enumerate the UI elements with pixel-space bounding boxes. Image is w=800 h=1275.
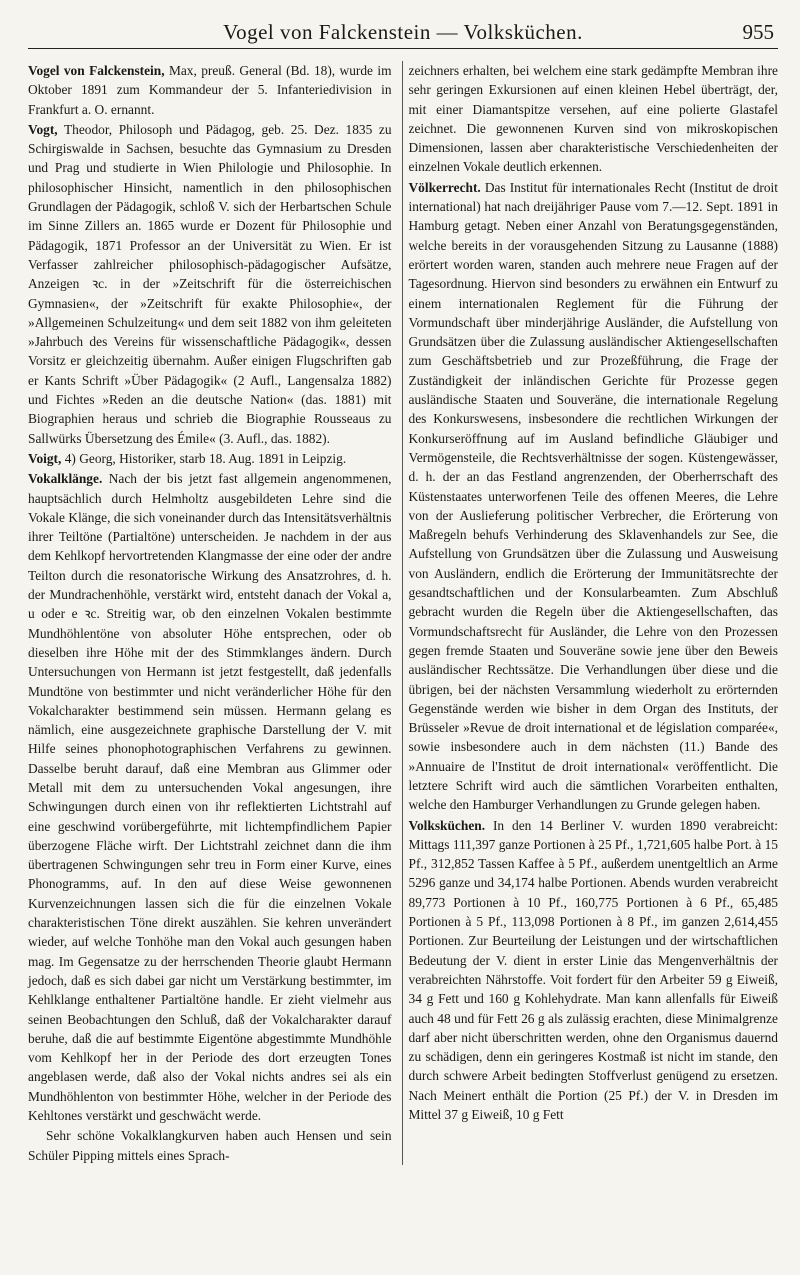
entry-text: 4) Georg, Historiker, starb 18. Aug. 1891 in Leipzig.: [61, 450, 347, 466]
entry-text: In den 14 Berliner V. wurden 1890 verabreicht: Mittags 111,397 ganze Portionen à 25 Pf., 1,721,605 halbe Port. à 15 Pf., 312,852 Tassen Kaffee à 5 Pf., außerdem unentgeltlich an Arme 5296 ganze und 34,174 halbe Portionen. Abends wurden verabreicht 89,773 Portionen à 10 Pf., 160,775 Portionen à 6 Pf., 65,485 Portionen à 5 Pf., 113,098 Portionen à 8 Pf., im ganzen 2,614,455 Portionen. Zur Beurteilung der Leistungen und der wirtschaftlichen Bedeutung der V. dient in erster Linie das Mengenverhältnis der verabreichten Nährstoffe. Voit fordert für den Arbeiter 59 g Eiweiß, 34 g Fett und 160 g Kohlehydrate. Man kann allenfalls für Eiweiß auch 48 und für Fett 26 g als zulässig erachten, diese Minimalgrenze darf aber nicht überschritten werden, ohne den Organismus dauernd zu schädigen, denn ein geringeres Kostmaß ist nicht im stande, den durch schwere Arbeit bedingten Stoffverlust genügend zu ersetzen. Nach Meinert enthält die Portion (25 Pf.) der V. in Dresden im Mittel 37 g Eiweiß, 10 g Fett: [408, 817, 778, 1123]
page-number: 955: [742, 20, 774, 44]
entry-lemma: Vogel von Falckenstein,: [28, 63, 165, 78]
entry-voigt: [28, 449, 392, 468]
entry-vokalklaenge: [28, 469, 392, 1125]
entry-lemma: Vogt,: [28, 121, 58, 137]
entry-continuation-paragraph: [28, 1126, 392, 1165]
entry-text: Theodor, Philosoph und Pädagog, geb. 25. Dez. 1835 zu Schirgiswalde in Sachsen, besuchte das Gymnasium zu Dresden und Prag und studierte in Wien Philologie und Philosophie. In philosophischer Hinsicht, namentlich in den philosophischen Grundlagen der Pädagogik, schloß V. sich der Herbartschen Schule im Sinne Zillers an. 1865 wurde er Dozent für Philosophie und Pädagogik, 1871 Professor an der Universität zu Wien. Er ist Verfasser zahlreicher philosophisch-pädagogischer Aufsätze, Anzeigen ꝛc. in der »Zeitschrift für die österreichischen Gymnasien«, der »Zeitschrift für exakte Philosophie«, der »Allgemeinen Schulzeitung« und dem seit 1882 von ihm geleiteten »Jahrbuch des Vereins für wissenschaftliche Pädagogik«, dessen Vorsitz er gleichzeitig übernahm. Außer einigen Flugschriften gab er Kants Schrift »Über Pädagogik« (2 Aufl., Langensalza 1882) und Fichtes »Reden an die deutsche Nation« (das. 1881) mit Biographien heraus und schrieb die Biographie Rousseaus zu Sallwürks Übersetzung des Émile« (3. Aufl., das. 1882).: [28, 121, 392, 446]
entry-text: zeichners erhalten, bei welchem eine stark gedämpfte Membran ihre sehr geringen Exkursionen auf einen kleinen Hebel überträgt, der, mit einer Diamantspitze versehen, auf eine polierte Glastafel zeichnet. Die gewonnenen Kurven sind von mikroskopischen Dimensionen, lassen aber charakteristische Verschiedenheiten der einzelnen Vokale deutlich erkennen.: [408, 63, 778, 175]
entry-text: Das Institut für internationales Recht (Institut de droit international) hat nach dreijähriger Pause vom 7.—12. Sept. 1891 in Hamburg getagt. Neben einer Anzahl von Beratungsgegenständen, welche bereits in der vorausgehenden Sitzung zu Lausanne (1888) erörtert worden waren, standen auch mehrere neue Fragen auf der Tagesordnung. Hiervon sind besonders zu erwähnen ein Entwurf zu einem internationalen Reglement für die Führung der Vormundschaft über minderjährige Ausländer, die Aufstellung von Grundsätzen über die Zulassung ausländischer Aktiengesellschaften zum Geschäftsbetrieb und zur Prozeßführung, die Frage der Zuständigkeit der inländischen Gerichte für Prozesse gegen ausländische Staaten und Souveräne, die internationale Regelung des Konkurswesens, insbesondere die rechtlichen Wirkungen der Konkurseröffnung auf im Ausland befindliche Gläubiger und Vermögensteile, die Rechtsverhältnisse der sogen. Küstengewässer, d. h. der an das Festland angrenzenden, der Oberherrschaft des Küstenstaates unterworfenen Teile des offenen Meeres, die Lehre von der Auslieferung politischer Verbrecher, die Erörterung von Maßregeln behufs Verhinderung des Sklavenhandels zur See, die Aufstellung von Grundsätzen über die Zulassung und Ausweisung von Ausländern, endlich die Erörterung der Immunitätsrechte der gesandtschaftlichen und der Konsularbeamten. Zum Abschluß gebracht wurden die Regeln über die Aktiengesellschaften, das Vormundschaftsrecht für Ausländer, die Lehre von den Prozessen gegen fremde Staaten und Souveräne sowie jene über den Beweis ausländischer Rechtssätze. Die Verhandlungen über diese und die übrigen, bei der nächsten Versammlung wiederholt zu erörternden Gegenstände werden wie bisher in dem Organ des Instituts, der Brüsseler »Revue de droit international et de législation comparée«, sowie insbesondere auch in dem nächsten (11.) Bande des »Annuaire de l'Institut de droit international« veröffentlicht. Die letztere Schrift wird auch die sämtlichen Vorarbeiten enthalten, welche den Hamburger Verhandlungen zu Grunde gelegen haben.: [408, 179, 778, 813]
right-column: [403, 61, 778, 1165]
entry-vogt: [28, 120, 392, 448]
entry-text: Max, preuß. General (Bd. 18), wurde im Oktober 1891 zum Kommandeur der 5. Infanteriedivision in Frankfurt a. O. ernannt.: [28, 63, 392, 117]
entry-text: Nach der bis jetzt fast allgemein angenommenen, hauptsächlich durch Helmholtz ausgebildeten Lehre sind die Vokale Klänge, die sich voneinander durch das Intensitätsverhältnis ihrer Teiltöne (Partialtöne) unterscheiden. Je nachdem in der aus dem Kehlkopf hervortretenden Klangmasse der eine oder der andre Teilton durch die resonatorische Wirkung des Ansatzrohres, d. h. der Mundrachenhöhle, verstärkt wird, entsteht danach der Vokal a, u oder e ꝛc. Streitig war, ob den einzelnen Vokalen bestimmte Mundhöhlentöne von absoluter Höhe entsprechen, oder ob dieselben ihre Höhe mit der des Stimmklanges ändern. Durch Untersuchungen von Hermann ist jetzt festgestellt, daß jedenfalls Mundtöne von bestimmter und nicht veränderlicher Höhe für den Vokalcharakter bestimmend sein müssen. Hermann gelang es nämlich, eine ausgezeichnete graphische Darstellung der V. mit Hilfe seines phonophotographischen Verfahrens zu gewinnen. Dasselbe beruht darauf, daß eine Membran aus Glimmer oder Metall mit dem zu untersuchenden Vokal angesungen, ihre Schwingungen durch einen von ihr reflektierten Lichtstrahl auf eine geschwind vorübergeführte, mit lichtempfindlichem Papier überzogene Fläche wirft. Der Lichtstrahl zeichnet dann die ihm übertragenen Schwingungen sehr treu in Form einer Kurve, eines Phonogramms, auf. In den auf diese Weise gewonnenen Kurvenzeichnungen lassen sich die für die einzelnen Vokale charakteristischen Töne direkt auszählen. Sie kehren unverändert wieder, auf welche Tonhöhe man den Vokal auch gesungen haben mag. Im Gegensatze zu der herrschenden Theorie glaubt Hermann jedoch, daß es sich dabei gar nicht um Verstärkung bestimmter, im Kehlklange enthaltener Partialtöne handle. Er zieht vielmehr aus seinen Beobachtungen den Schluß, daß der Vokalcharakter darauf beruhe, daß die auf bestimmte Eigentöne abgestimmte Mundhöhle vom Kehlkopf her in der Periode des dort erzeugten Tones angeblasen werde, daß also der Vokal nichts andres sei als ein Mundhöhlenton von bestimmter Höhe, welcher in der Periode des Kehltones verstärkt und geschwächt werde.: [28, 471, 392, 1124]
entry-lemma: Völkerrecht.: [408, 179, 481, 195]
entry-voelkerrecht: [409, 178, 778, 815]
entry-lemma: Volksküchen.: [408, 817, 486, 833]
entry-lemma: Vokalklänge.: [28, 471, 103, 487]
entry-vogel-von-falckenstein: [28, 61, 392, 119]
running-head: Vogel von Falckenstein — Volksküchen.: [223, 20, 583, 44]
left-column: [28, 61, 403, 1165]
entry-text: Sehr schöne Vokalklangkurven haben auch Hensen und sein Schüler Pipping mittels eines Sprach-: [28, 1128, 392, 1163]
entry-continuation-vokalklaenge: [409, 61, 778, 177]
page-header: [28, 14, 778, 49]
text-columns: [28, 61, 778, 1165]
entry-lemma: Voigt,: [28, 450, 62, 466]
entry-volkskuechen: [409, 816, 778, 1125]
